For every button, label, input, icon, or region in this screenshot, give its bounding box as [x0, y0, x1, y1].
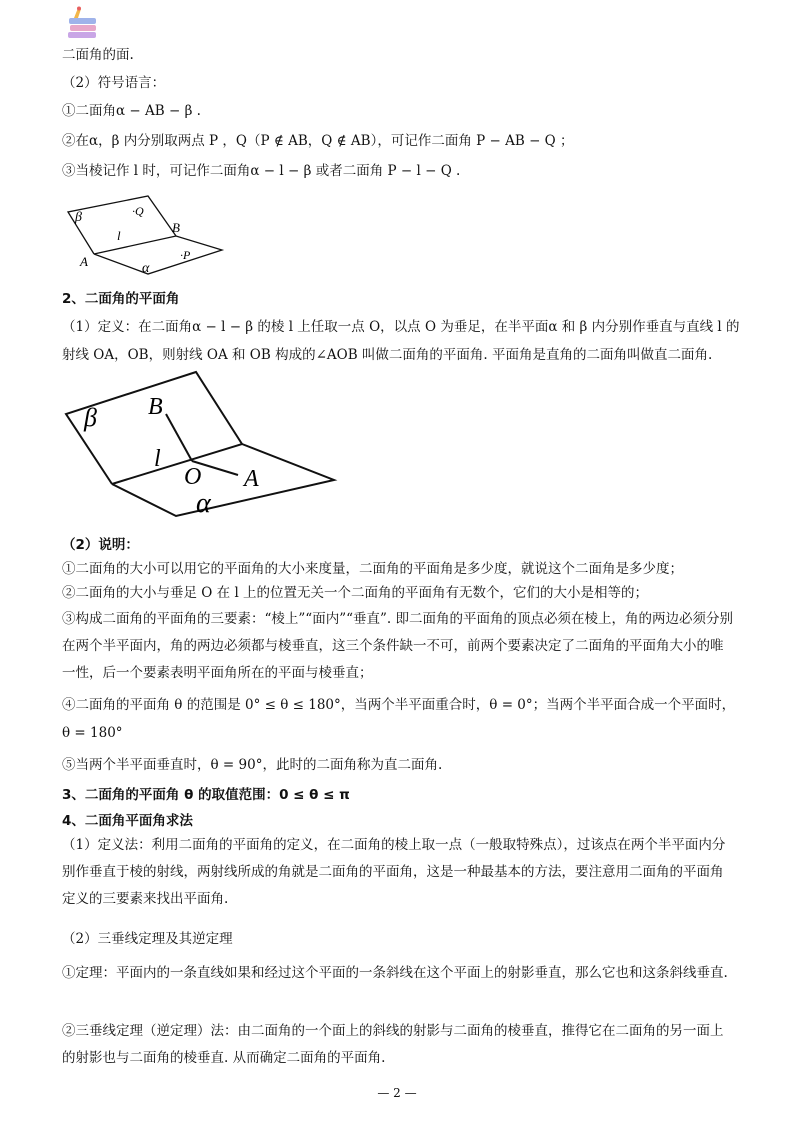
- text-line: ⑤当两个半平面垂直时，θ = 90°，此时的二面角称为直二面角.: [62, 757, 443, 773]
- text-line: θ = 180°: [62, 725, 123, 741]
- book-stack-logo-icon: [66, 6, 100, 42]
- label-a: A: [244, 466, 259, 492]
- label-beta: β: [75, 210, 82, 225]
- label-b: B: [172, 220, 180, 235]
- text-line: （2）符号语言：: [62, 75, 166, 91]
- section-heading: 3、二面角的平面角 θ 的取值范围：0 ≤ θ ≤ π: [62, 787, 350, 803]
- label-l: l: [117, 228, 121, 243]
- section-heading: 2、二面角的平面角: [62, 291, 180, 307]
- page-number: — 2 —: [377, 1086, 417, 1100]
- label-alpha: α: [196, 488, 211, 519]
- label-beta: β: [84, 403, 97, 432]
- text-line: ①二面角的大小可以用它的平面角的大小来度量，二面角的平面角是多少度，就说这个二面角是多少度；: [62, 561, 683, 577]
- label-p: ·P: [180, 248, 191, 262]
- text-line: ②在α，β 内分别取两点 P ，Q（P ∉ AB，Q ∉ AB），可记作二面角 P − AB − Q ；: [62, 133, 574, 149]
- label-a: A: [80, 254, 88, 269]
- label-b: B: [148, 394, 163, 420]
- section-heading: 4、二面角平面角求法: [62, 813, 193, 829]
- label-o: O: [184, 464, 202, 490]
- text-line: ②二面角的大小与垂足 O 在 l 上的位置无关一个二面角的平面角有无数个，它们的大小是相等的；: [62, 585, 649, 601]
- text-paragraph: （1）定义法：利用二面角的平面角的定义，在二面角的棱上取一点（一般取特殊点），过该点在两个半平面内分别作垂直于棱的射线，两射线所成的角就是二面角的平面角，这是一种最基本的方法，要注意用二面角的平面角定义的三要素来找出平面角.: [62, 837, 726, 907]
- label-alpha: α: [142, 261, 150, 276]
- text-line: （1）定义：在二面角α − l − β 的棱 l 上任取一点 O，以点 O 为垂足，在半平面α 和 β 内分别作垂直与直线 l 的: [62, 319, 740, 335]
- label-l: l: [154, 446, 161, 472]
- text-paragraph: ①定理：平面内的一条直线如果和经过这个平面的一条斜线在这个平面上的射影垂直，那么它也和这条斜线垂直.: [62, 965, 728, 981]
- dihedral-angle-figure-1: [62, 190, 232, 280]
- section-heading: （2）说明：: [62, 537, 139, 553]
- text-line: ③当棱记作 l 时，可记作二面角α − l − β 或者二面角 P − l − Q .: [62, 163, 461, 179]
- label-q: ·Q: [132, 204, 144, 218]
- text-line: ④二面角的平面角 θ 的范围是 0° ≤ θ ≤ 180°，当两个半平面重合时，θ = 0°；当两个半平面合成一个平面时，: [62, 697, 736, 713]
- text-line: 射线 OA，OB，则射线 OA 和 OB 构成的∠AOB 叫做二面角的平面角. 平面角是直角的二面角叫做直二面角.: [62, 347, 713, 363]
- text-line: （2）三垂线定理及其逆定理: [62, 931, 233, 947]
- dihedral-angle-figure-2: [62, 366, 342, 522]
- text-line: 二面角的面.: [62, 47, 134, 63]
- text-paragraph: ②三垂线定理（逆定理）法：由二面角的一个面上的斜线的射影与二面角的棱垂直，推得它在二面角的另一面上的射影也与二面角的棱垂直. 从而确定二面角的平面角.: [62, 1023, 724, 1066]
- text-line: ①二面角α − AB − β .: [62, 103, 201, 119]
- text-paragraph: ③构成二面角的平面角的三要素：“棱上”“面内”“垂直”. 即二面角的平面角的顶点必须在棱上，角的两边必须分别在两个半平面内，角的两边必须都与棱垂直，这三个条件缺一不可，前两个要素决定了二面角的平面角大小的唯一性，后一个要素表明平面角所在的平面与棱垂直；: [62, 611, 733, 681]
